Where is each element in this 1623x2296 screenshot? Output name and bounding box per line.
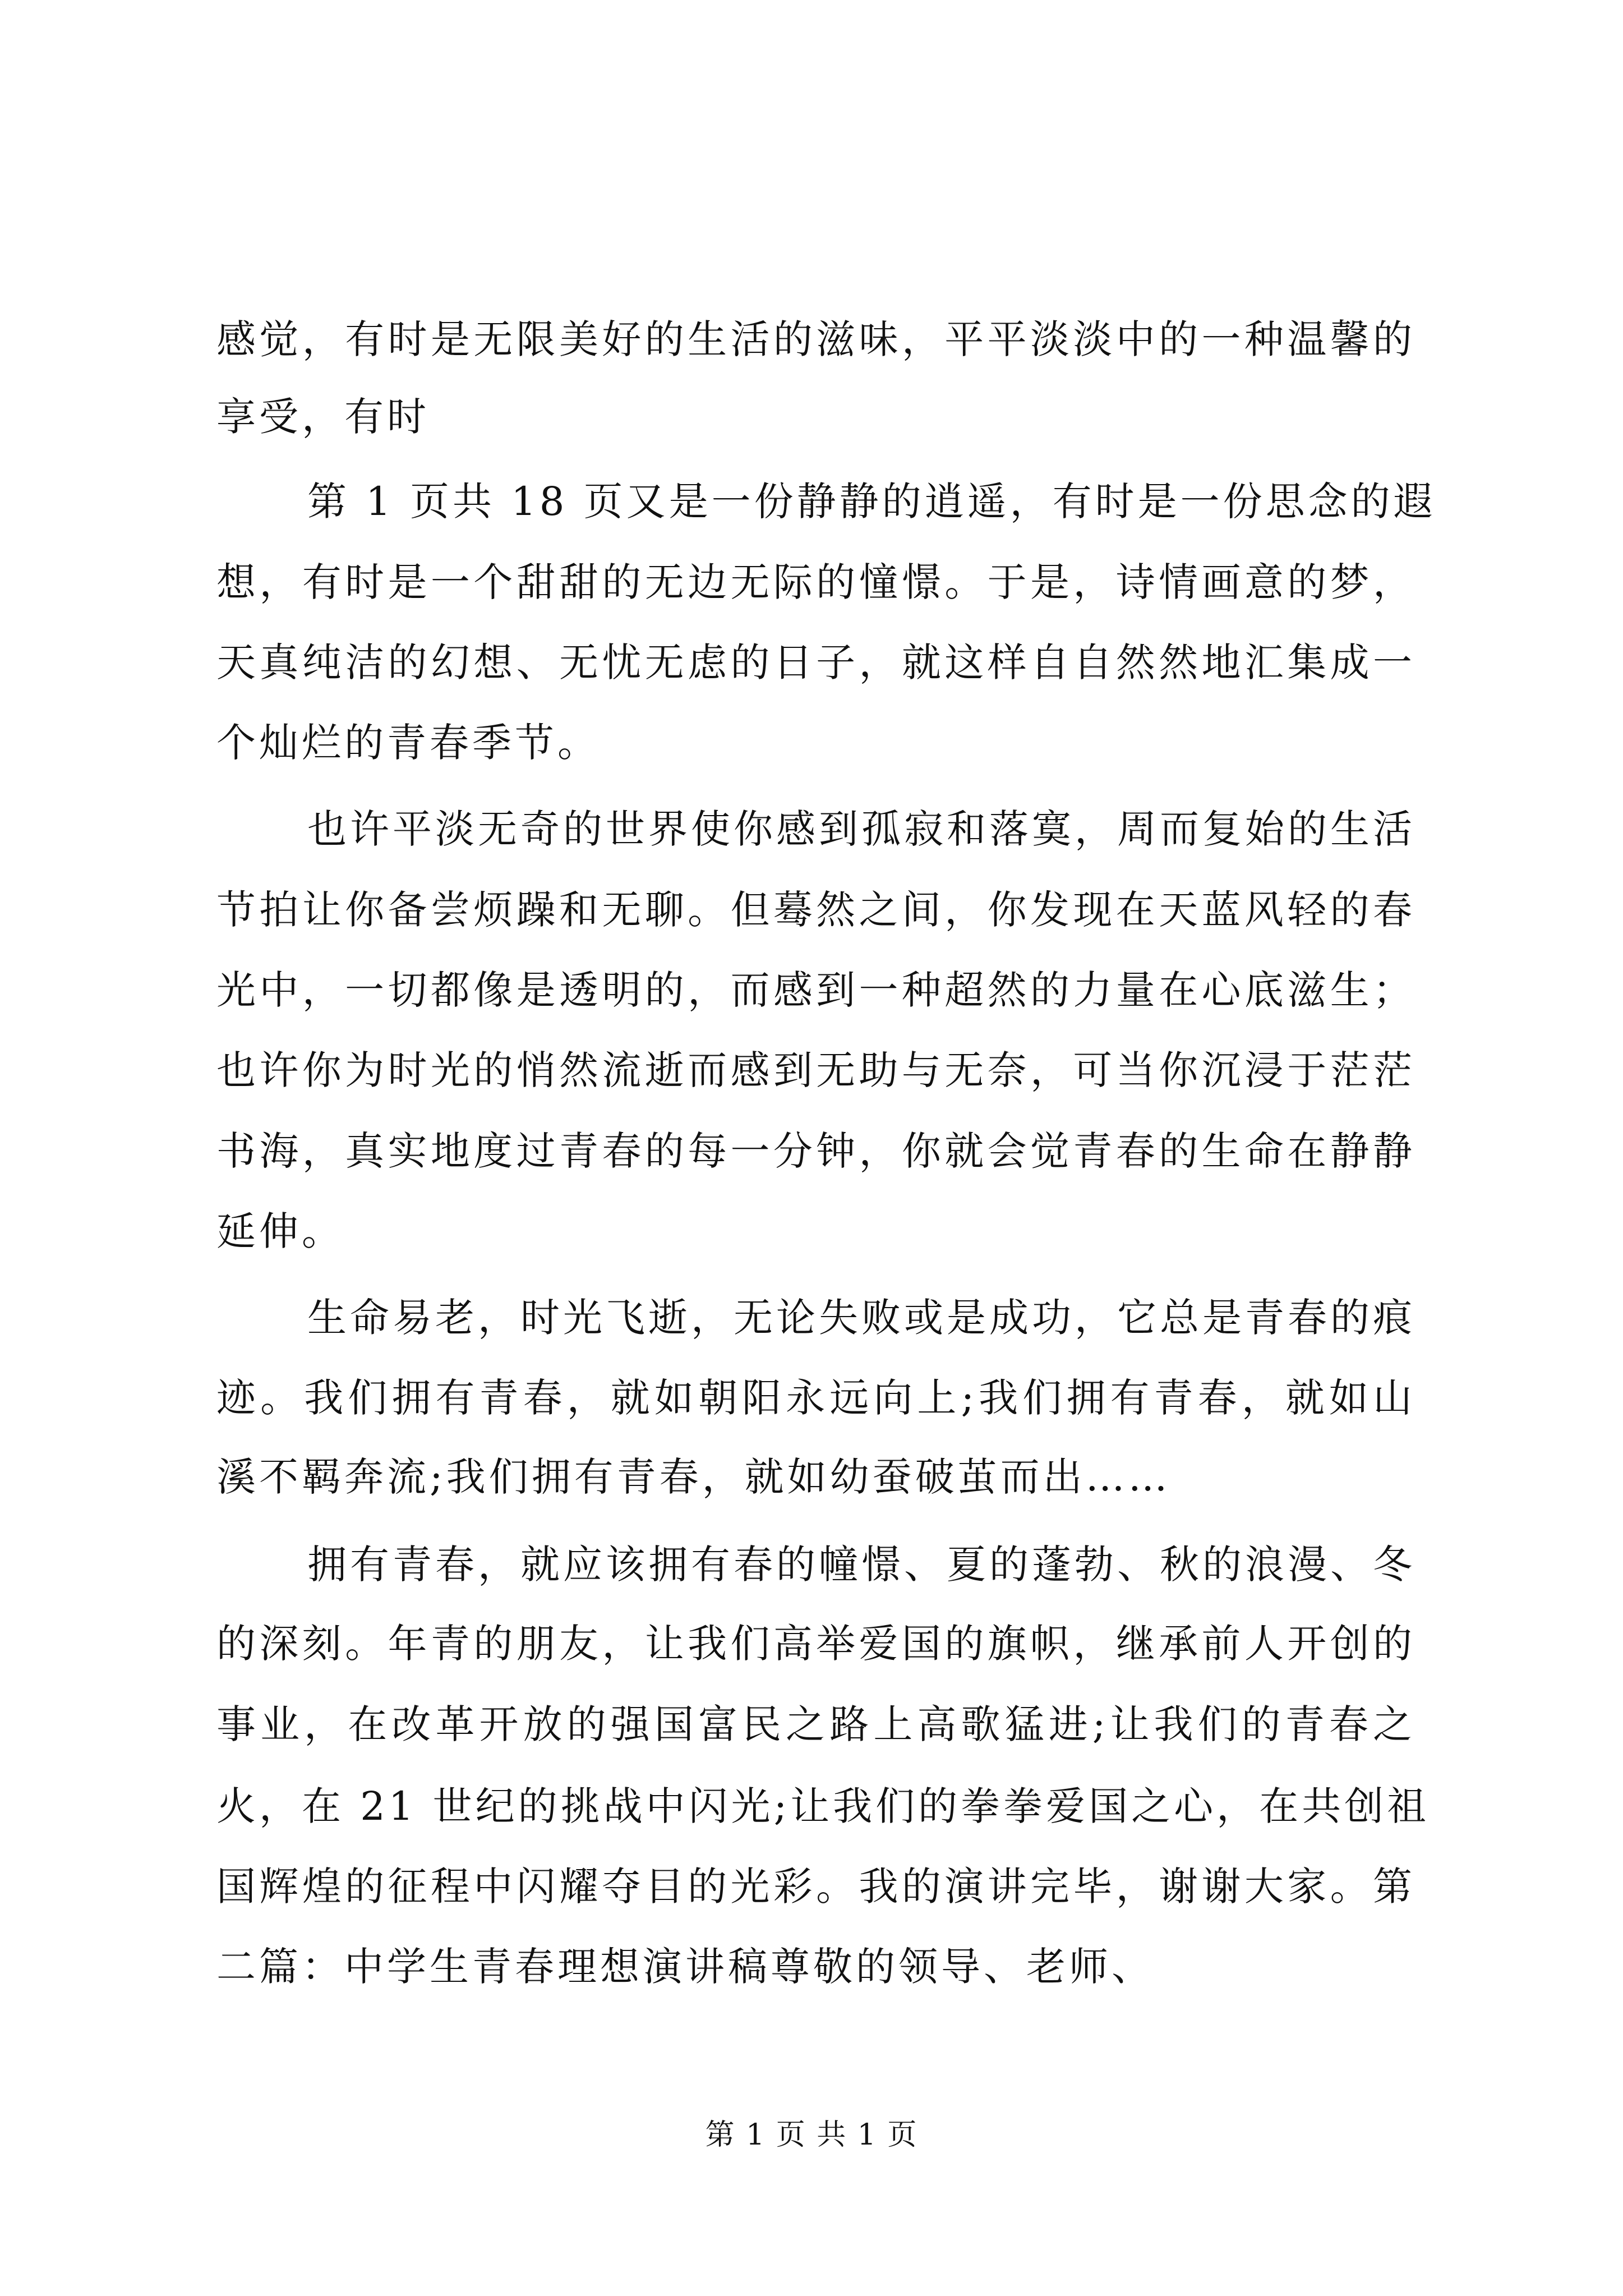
text-line: 书海，真实地度过青春的每一分钟，你就会觉青春的生命在静静: [216, 1128, 1415, 1174]
text-line: 二篇：中学生青春理想演讲稿尊敬的领导、老师、: [216, 1944, 1154, 1990]
text-line: 享受，有时: [216, 394, 430, 440]
text-line: 也许平淡无奇的世界使你感到孤寂和落寞，周而复始的生活: [307, 806, 1415, 852]
text-line: 第 1 页共 18 页又是一份静静的逍遥，有时是一份思念的遐: [307, 478, 1436, 524]
text-line: 天真纯洁的幻想、无忧无虑的日子，就这样自自然然地汇集成一: [216, 639, 1415, 685]
text-line: 感觉，有时是无限美好的生活的滋味，平平淡淡中的一种温馨的: [216, 316, 1415, 362]
text-line: 拥有青春，就应该拥有春的幢憬、夏的蓬勃、秋的浪漫、冬: [307, 1542, 1415, 1588]
text-line: 火，在 21 世纪的挑战中闪光;让我们的拳拳爱国之心，在共创祖: [216, 1783, 1430, 1829]
text-line: 节拍让你备尝烦躁和无聊。但蓦然之间，你发现在天蓝风轻的春: [216, 887, 1415, 933]
text-line: 迹。我们拥有青春，就如朝阳永远向上;我们拥有青春，就如山: [216, 1375, 1415, 1421]
page-footer: 第 1 页 共 1 页: [705, 2118, 918, 2152]
text-line: 光中，一切都像是透明的，而感到一种超然的力量在心底滋生；: [216, 967, 1415, 1013]
text-line: 个灿烂的青春季节。: [216, 720, 600, 766]
text-line: 生命易老，时光飞逝，无论失败或是成功，它总是青春的痕: [307, 1295, 1415, 1341]
text-line: 的深刻。年青的朋友，让我们高举爱国的旗帜，继承前人开创的: [216, 1621, 1415, 1667]
text-line: 国辉煌的征程中闪耀夺目的光彩。我的演讲完毕，谢谢大家。第: [216, 1864, 1415, 1910]
text-line: 溪不羁奔流;我们拥有青春，就如幼蚕破茧而出……: [216, 1454, 1171, 1500]
text-line: 事业，在改革开放的强国富民之路上高歌猛进;让我们的青春之: [216, 1701, 1415, 1747]
text-line: 延伸。: [216, 1208, 344, 1254]
text-line: 想，有时是一个甜甜的无边无际的憧憬。于是，诗情画意的梦，: [216, 559, 1415, 605]
text-line: 也许你为时光的悄然流逝而感到无助与无奈，可当你沉浸于茫茫: [216, 1047, 1415, 1093]
